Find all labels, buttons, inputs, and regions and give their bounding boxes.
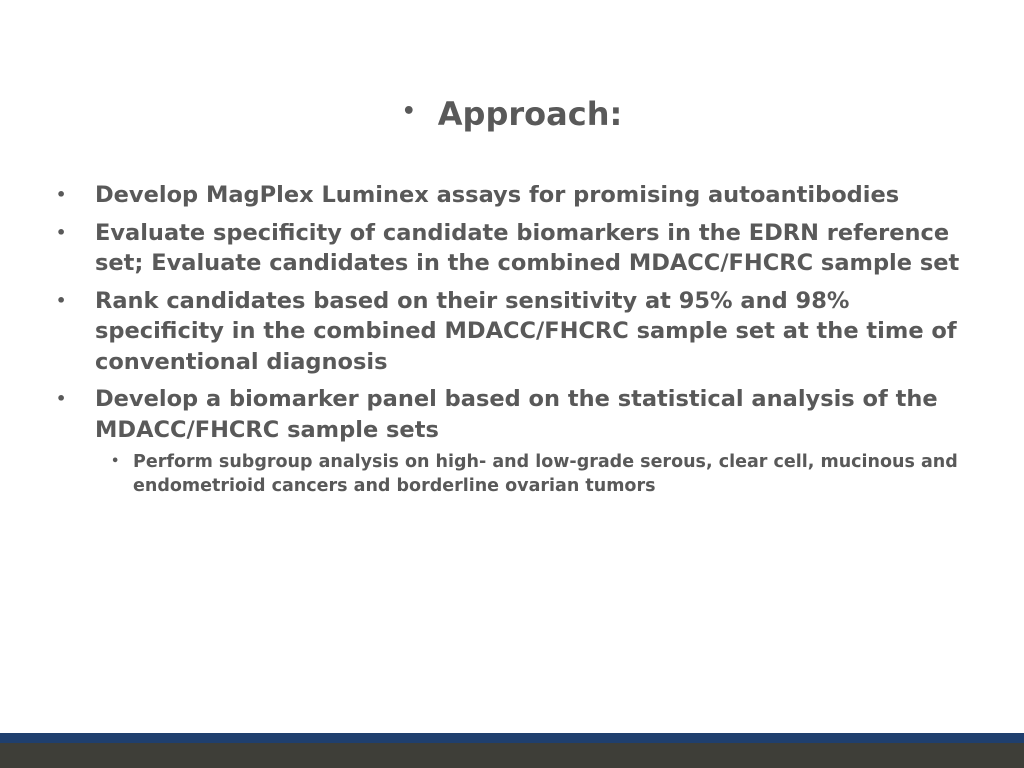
sub-list-item: [95, 450, 976, 498]
footer-blue-stripe: [0, 733, 1024, 743]
bullet-glyph: •: [56, 290, 67, 310]
bullet-list: [56, 180, 976, 498]
bullet-glyph: •: [56, 185, 67, 204]
list-item: [56, 180, 976, 211]
list-item-text: Develop MagPlex Luminex assays for promising autoantibodies: [95, 182, 900, 208]
title-text: Approach:: [437, 95, 623, 133]
sub-list-item-text: Perform subgroup analysis on high- and low-grade serous, clear cell, mucinous and endometrioid cancers and borderline ovarian tumors: [133, 452, 958, 496]
bullet-glyph: •: [56, 222, 67, 242]
list-item: [56, 218, 976, 279]
list-item: [56, 384, 976, 445]
list-item-text: Rank candidates based on their sensitivity at 95% and 98% specificity in the combined MDACC/FHCRC sample set at the time of conventional diagnosis: [95, 287, 957, 375]
slide-title: [0, 94, 1024, 136]
title-bullet: •: [401, 99, 416, 124]
sub-bullet-glyph: •: [111, 454, 120, 469]
bullet-glyph: •: [56, 389, 67, 408]
footer-dark-bar: [0, 743, 1024, 768]
list-item: [56, 286, 976, 378]
list-item-text: Develop a biomarker panel based on the statistical analysis of the MDACC/FHCRC sample sets: [95, 386, 938, 443]
list-item-text: Evaluate specificity of candidate biomarkers in the EDRN reference set; Evaluate candidates in the combined MDACC/FHCRC sample set: [95, 219, 960, 276]
